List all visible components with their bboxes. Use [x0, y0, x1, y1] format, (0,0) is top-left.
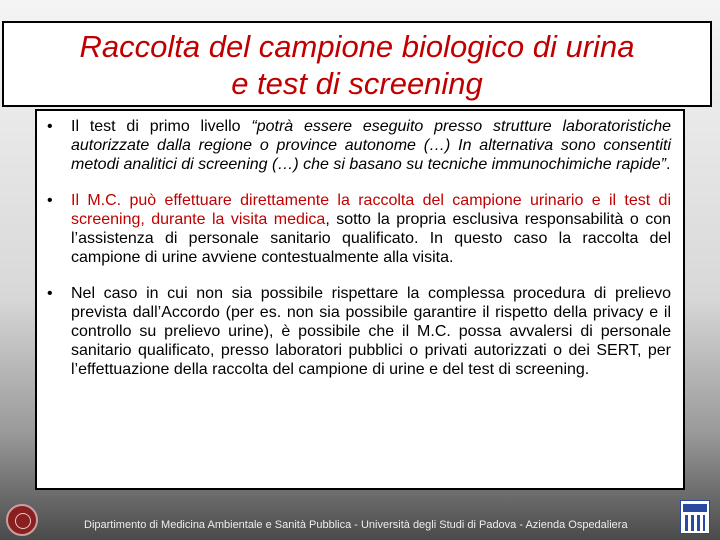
- bullet-text: [71, 284, 671, 379]
- bullet-segment: .: [665, 156, 671, 173]
- slide-title: [2, 21, 712, 107]
- content-panel: [35, 109, 685, 490]
- bullet-segment: , sotto la propria esclusiva responsabilità o con l’assistenza di personale sanitario qualificato. In questo caso la raccolta del campione di urine avviene contestualmente alla visita.: [71, 211, 672, 266]
- bullet-dot: •: [47, 192, 53, 209]
- title-line-2: e test di screening: [231, 66, 483, 101]
- bullet-dot: •: [47, 118, 53, 135]
- hospital-logo-icon: [680, 500, 710, 534]
- title-line-1: Raccolta del campione biologico di urina: [79, 29, 635, 64]
- bullet-text: [71, 117, 671, 174]
- bullet-segment-highlight: Il M.C. può effettuare direttamente la raccolta del campione urinario e il test di screening, durante la visita medica: [71, 192, 671, 228]
- bullet-item: [47, 191, 671, 267]
- bullet-segment: Nel caso in cui non sia possibile rispettare la complessa procedura di prelievo prevista dall’Accordo (per es. non sia possibile garantire il rispetto della privacy e il controllo su prelievo urine), è possibile che il M.C. possa avvalersi di personale sanitario qualificato, presso laboratori pubblici o privati autorizzati o dei SERT, per l’effettuazione della raccolta del campione di urine e del test di screening.: [71, 285, 671, 378]
- bullet-text: [71, 191, 671, 267]
- bullet-item: [47, 284, 671, 379]
- footer-bar: [0, 500, 720, 540]
- bullet-segment: Il test di primo livello: [71, 118, 252, 135]
- bullet-item: [47, 117, 671, 174]
- bullet-segment-quote: “potrà essere eseguito presso strutture laboratoristiche autorizzate dalla regione o province autonome (…) In alternativa sono consentiti metodi analitici di screening (…) che si basano su tecniche immunochimiche rapide”: [71, 118, 671, 173]
- university-seal-icon: [6, 504, 38, 536]
- footer-text: Dipartimento di Medicina Ambientale e Sanità Pubblica - Università degli Studi di Padova - Azienda Ospedaliera: [84, 519, 628, 531]
- bullet-dot: •: [47, 285, 53, 302]
